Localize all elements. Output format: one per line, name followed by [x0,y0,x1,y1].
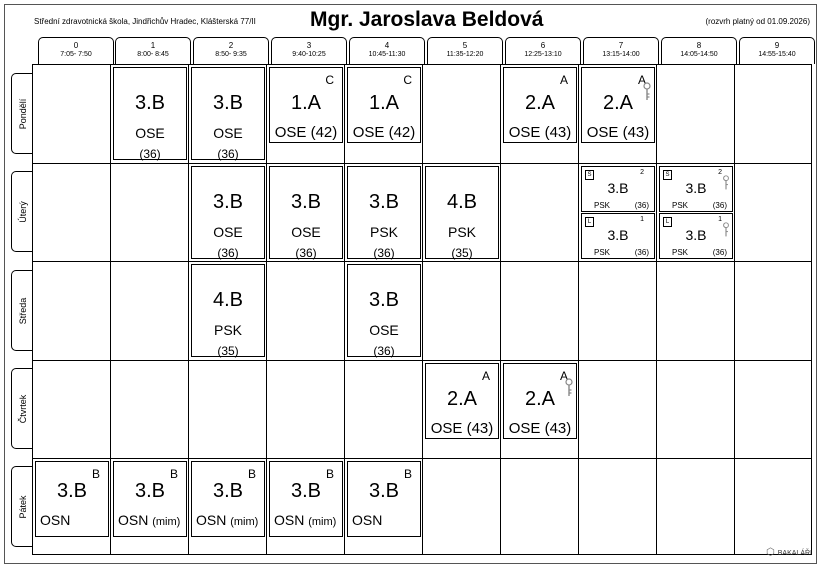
lesson-room: (36) [712,248,727,257]
lesson-class: 2.A [524,388,556,410]
lesson-subject-room [594,201,649,210]
period-time: 12:25-13:10 [524,51,562,58]
period-time: 10:45-11:30 [368,51,406,58]
grid-line [33,261,811,262]
period-time: 13:15-14:00 [602,51,640,58]
lesson-class: 1.A [290,92,322,114]
period-header-5 [427,37,503,64]
lesson-note: (mim) [152,516,181,528]
lesson-subject: PSK [447,224,476,240]
lesson-subject: OSN [352,512,383,528]
period-number: 3 [306,41,312,50]
period-time: 11:35-12:20 [446,51,484,58]
split-lesson-card[interactable] [659,166,733,212]
lesson-card[interactable] [191,264,265,357]
lesson-class: 3.B [607,180,629,196]
grid-line [33,458,811,459]
lesson-class: 2.A [446,388,478,410]
day-label-tuesday [11,171,33,252]
lesson-room: (36) [217,246,239,260]
split-lesson-card[interactable] [659,213,733,259]
period-number: 6 [540,41,546,50]
period-time: 7:05- 7:50 [60,51,92,58]
lesson-card[interactable] [113,67,187,160]
period-number: 8 [696,41,702,50]
lesson-subject: PSK [594,248,611,257]
key-icon [722,175,730,191]
lesson-subject-room: OSE (43) [586,124,650,141]
lesson-subject: OSN [196,512,227,528]
split-lesson-card[interactable] [581,213,655,259]
period-time: 9:40-10:25 [292,51,326,58]
period-number: 1 [150,41,156,50]
grid-line [734,65,735,554]
lesson-class: 3.B [56,480,88,502]
lesson-room: (36) [373,246,395,260]
lesson-card[interactable] [113,461,187,537]
lesson-class: 3.B [134,480,166,502]
lesson-class: 1.A [368,92,400,114]
lesson-group: A [637,73,646,87]
lesson-card[interactable] [191,67,265,160]
lesson-group: B [403,467,412,481]
lesson-class: 2.A [602,92,634,114]
key-icon [565,378,573,398]
lesson-class: 2.A [524,92,556,114]
lesson-class: 4.B [446,191,478,213]
period-number: 0 [73,41,79,50]
period-header-4 [349,37,425,64]
lesson-class: 4.B [212,289,244,311]
lesson-subject: PSK [672,201,689,210]
period-time: 8:00- 8:45 [137,51,169,58]
lesson-subject: OSE [213,125,243,141]
lesson-card[interactable] [581,67,655,143]
period-header-6 [505,37,581,64]
group-number: 2 [640,169,644,176]
grid-line [33,163,811,164]
period-time: 14:55-15:40 [758,51,796,58]
period-header-3 [271,37,347,64]
day-label-wednesday [11,270,33,351]
lesson-group: C [325,73,334,87]
group-number: 2 [718,169,722,176]
bakalari-logo [766,547,812,558]
lesson-card[interactable] [269,461,343,537]
lesson-room: (36) [295,246,317,260]
grid-line [188,65,189,554]
day-name: Čtvrtek [17,394,28,423]
lesson-room: (36) [373,344,395,358]
lesson-subject-note [40,512,70,528]
lesson-group: A [481,369,490,383]
grid-line [110,65,111,554]
grid-line [266,65,267,554]
lesson-room: (35) [217,344,239,358]
period-time: 14:05-14:50 [680,51,718,58]
day-name: Středa [17,297,28,324]
lesson-subject: OSE [291,224,321,240]
lesson-subject-room: OSE (42) [352,124,416,141]
lesson-subject-room: OSE (42) [274,124,338,141]
school-name: Střední zdravotnická škola, Jindřichův Hradec, Klášterská 77/II [34,17,256,26]
lesson-note: (mim) [308,516,337,528]
lesson-class: 3.B [134,92,166,114]
lesson-group: B [91,467,100,481]
lesson-group: C [403,73,412,87]
lesson-card[interactable] [191,166,265,259]
group-tag: L [585,217,594,227]
lesson-subject-note [118,512,180,528]
lesson-subject-note [196,512,258,528]
lesson-card[interactable] [269,166,343,259]
day-name: Pátek [17,494,28,519]
lesson-card[interactable] [425,166,499,259]
logo-text: BAKALÁŘI [777,550,812,557]
lesson-group: B [247,467,256,481]
lesson-subject: OSE [369,322,399,338]
lesson-note: (mim) [230,516,259,528]
lesson-class: 3.B [212,191,244,213]
grid-line [33,360,811,361]
lesson-room: (36) [634,201,649,210]
lesson-card[interactable] [503,363,577,439]
lesson-card[interactable] [347,264,421,357]
lesson-group: A [559,369,568,383]
lesson-subject-room: OSE (43) [508,420,572,437]
lesson-subject: PSK [594,201,611,210]
group-tag: L [663,217,672,227]
group-tag: S [663,170,672,180]
lesson-class: 3.B [685,180,707,196]
lesson-class: 3.B [607,227,629,243]
split-lesson-card[interactable] [581,166,655,212]
lesson-card[interactable] [191,461,265,537]
period-header-8 [661,37,737,64]
lesson-subject: PSK [672,248,689,257]
lesson-class: 3.B [212,92,244,114]
lesson-subject: OSE [135,125,165,141]
lesson-card[interactable] [503,67,577,143]
day-label-monday [11,73,33,154]
period-header-2 [193,37,269,64]
period-header-1 [115,37,191,64]
lesson-room: (36) [634,248,649,257]
lesson-group: A [559,73,568,87]
lesson-subject: PSK [213,322,242,338]
lesson-subject-room: OSE (43) [430,420,494,437]
day-name: Pondělí [17,98,28,129]
valid-from: (rozvrh platný od 01.09.2026) [705,17,810,26]
lesson-room: (35) [451,246,473,260]
lesson-group: B [169,467,178,481]
lesson-class: 3.B [685,227,707,243]
lesson-subject: OSN [274,512,305,528]
lesson-class: 3.B [368,191,400,213]
period-header-0 [38,37,114,64]
lesson-room: (36) [712,201,727,210]
lesson-card[interactable] [347,67,421,143]
group-number: 1 [718,216,722,223]
teacher-name: Mgr. Jaroslava Beldová [310,8,544,31]
lesson-card[interactable] [347,166,421,259]
period-time: 8:50- 9:35 [215,51,247,58]
lesson-subject-note [352,512,382,528]
period-number: 4 [384,41,390,50]
lesson-card[interactable] [347,461,421,537]
lesson-subject-room [594,248,649,257]
hexagon-icon: ⬡ [766,547,775,558]
lesson-subject-note [274,512,336,528]
day-label-friday [11,466,33,547]
period-header-9 [739,37,815,64]
lesson-subject-room [672,248,727,257]
day-label-thursday [11,368,33,449]
group-tag: S [585,170,594,180]
lesson-class: 3.B [212,480,244,502]
lesson-subject-room [672,201,727,210]
day-name: Úterý [17,200,28,223]
lesson-card[interactable] [425,363,499,439]
grid-line [344,65,345,554]
period-number: 7 [618,41,624,50]
lesson-class: 3.B [368,480,400,502]
grid-line [656,65,657,554]
lesson-class: 3.B [290,191,322,213]
lesson-card[interactable] [269,67,343,143]
lesson-subject: PSK [369,224,398,240]
group-number: 1 [640,216,644,223]
lesson-subject: OSN [118,512,149,528]
period-number: 5 [462,41,468,50]
lesson-room: (36) [217,147,239,161]
lesson-room: (36) [139,147,161,161]
lesson-subject: OSE [213,224,243,240]
lesson-class: 3.B [368,289,400,311]
lesson-subject-room: OSE (43) [508,124,572,141]
period-header-7 [583,37,659,64]
grid-line [500,65,501,554]
period-number: 9 [774,41,780,50]
key-icon [643,82,651,102]
lesson-group: B [325,467,334,481]
key-icon [722,222,730,238]
grid-line [422,65,423,554]
grid-line [578,65,579,554]
period-number: 2 [228,41,234,50]
lesson-class: 3.B [290,480,322,502]
lesson-card[interactable] [35,461,109,537]
lesson-subject: OSN [40,512,71,528]
